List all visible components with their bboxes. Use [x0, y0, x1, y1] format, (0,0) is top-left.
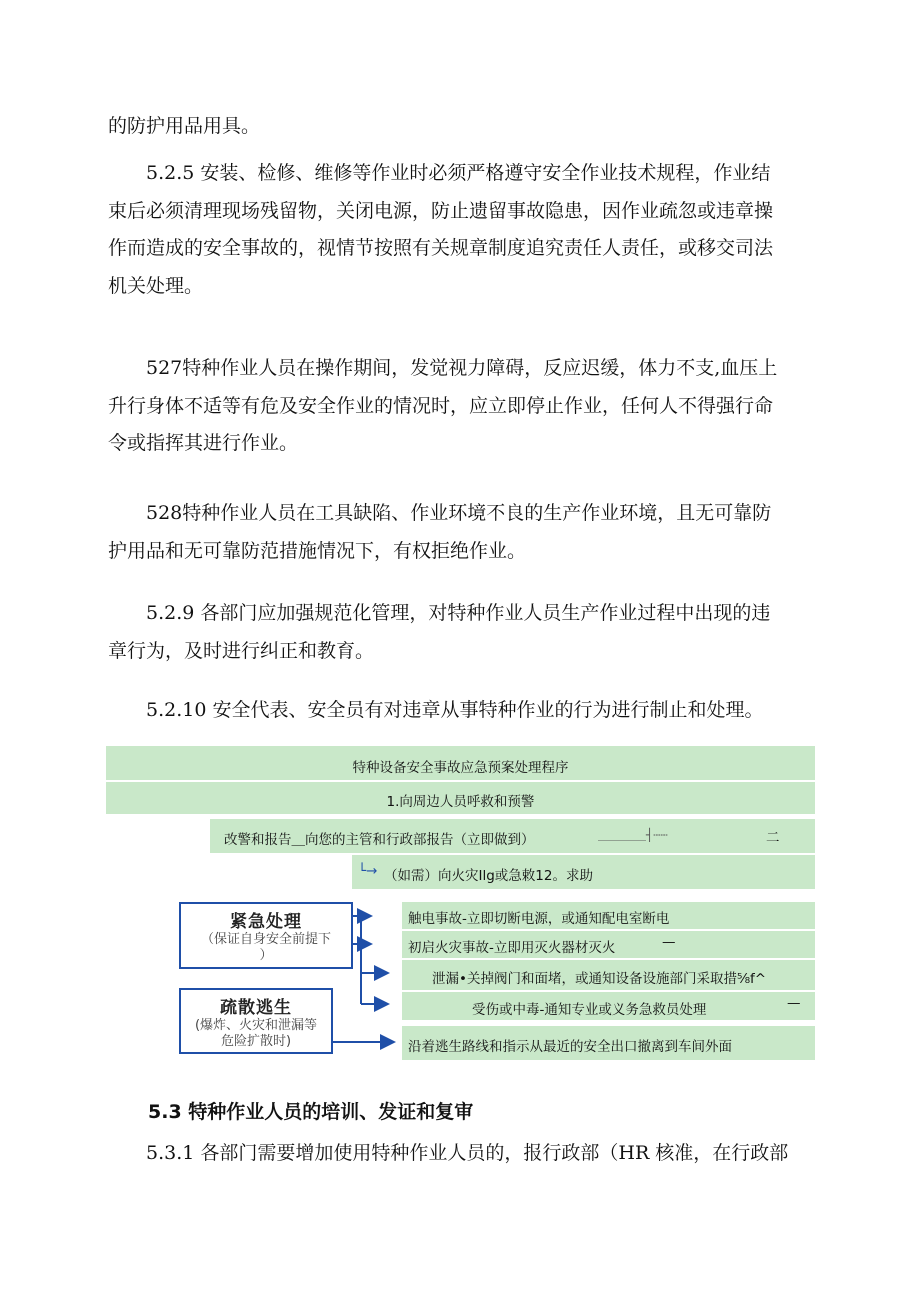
box-subtitle: 危险扩散时) — [220, 1034, 292, 1049]
text-line: 5.2.9 各部门应加强规范化管理，对特种作业人员生产作业过程中出现的违 — [108, 602, 771, 624]
box-subtitle: ） — [259, 948, 273, 963]
emergency-procedure-flowchart — [106, 746, 815, 1064]
report-trail: ＿＿＿＿┤┄┄ — [598, 828, 668, 842]
text-line: 作而造成的安全事故的，视情节按照有关规章制度追究责任人责任，或移交司法 — [108, 237, 774, 259]
step1-text: 1.向周边人员呼救和预警 — [386, 794, 535, 810]
box-subtitle: (爆炸、火灾和泄漏等 — [194, 1018, 318, 1033]
call-text: （如需）向火灾Ilg或急敕12。求助 — [384, 868, 593, 884]
text-line: 束后必须清理现场残留物，关闭电源，防止遗留事故隐患，因作业疏忽或违章操 — [108, 199, 774, 222]
text-line: 528特种作业人员在工具缺陷、作业环境不良的生产作业环境，且无可靠防 — [108, 502, 772, 524]
text-line: 升行身体不适等有危及安全作业的情况时，应立即停止作业，任何人不得强行命 — [108, 394, 774, 417]
paragraph — [108, 495, 820, 570]
action-end-mark: — — [787, 995, 801, 1011]
action-text: 泄漏•关掉阀门和面堵，或通知设备设施部门采取措⅝f^ — [432, 971, 767, 987]
section-heading: 5.3 特种作业人员的培训、发证和复审 — [148, 1101, 474, 1123]
paragraph — [108, 1135, 820, 1173]
text-line: 章行为，及时进行纠正和教育。 — [108, 639, 375, 662]
box-title: 疏散逃生 — [220, 998, 292, 1018]
action-text: 受伤或中毒-通知专业或义务急救员处理 — [472, 1002, 707, 1018]
report-text: 改警和报告＿向您的主管和行政部报告（立即做到） — [224, 832, 535, 848]
text-line: 5.3.1 各部门需要增加使用特种作业人员的，报行政部（HR 核准，在行政部 — [108, 1142, 789, 1164]
evacuate-text: 沿着逃生路线和指示从最近的安全出口撤离到车间外面 — [408, 1039, 732, 1055]
text-line: 527特种作业人员在操作期间，发觉视力障碍，反应迟缓，体力不支,血压上 — [108, 357, 778, 379]
text-line: 令或指挥其进行作业。 — [108, 432, 299, 454]
evacuation-box — [179, 988, 333, 1054]
paragraph — [108, 692, 820, 730]
emergency-handling-box — [179, 902, 353, 969]
paragraph — [108, 350, 820, 463]
text-line: 5.2.5 安装、检修、维修等作业时必须严格遵守安全作业技术规程，作业结 — [108, 162, 771, 184]
paragraph — [108, 155, 820, 305]
box-title: 紧急处理 — [230, 912, 302, 932]
flowchart-title: 特种设备安全事故应急预案处理程序 — [352, 760, 569, 776]
text-line: 5.2.10 安全代表、安全员有对违章从事特种作业的行为进行制止和处理。 — [108, 699, 764, 721]
text-line: 的防护用品用具。 — [108, 115, 261, 137]
box-subtitle: （保证自身安全前提下 — [200, 932, 331, 947]
report-end-mark: 二 — [766, 830, 780, 846]
text-line: 机关处理。 — [108, 274, 204, 297]
action-text: 初启火灾事故-立即用灭火器材灭火 — [408, 940, 616, 956]
call-arrow-icon: └→ — [358, 863, 378, 879]
paragraph — [108, 108, 820, 146]
action-end-mark: — — [662, 934, 676, 950]
paragraph — [108, 595, 820, 670]
action-text: 触电事故-立即切断电源，或通知配电室断电 — [408, 911, 670, 927]
text-line: 护用品和无可靠防范措施情况下，有权拒绝作业。 — [108, 539, 527, 562]
